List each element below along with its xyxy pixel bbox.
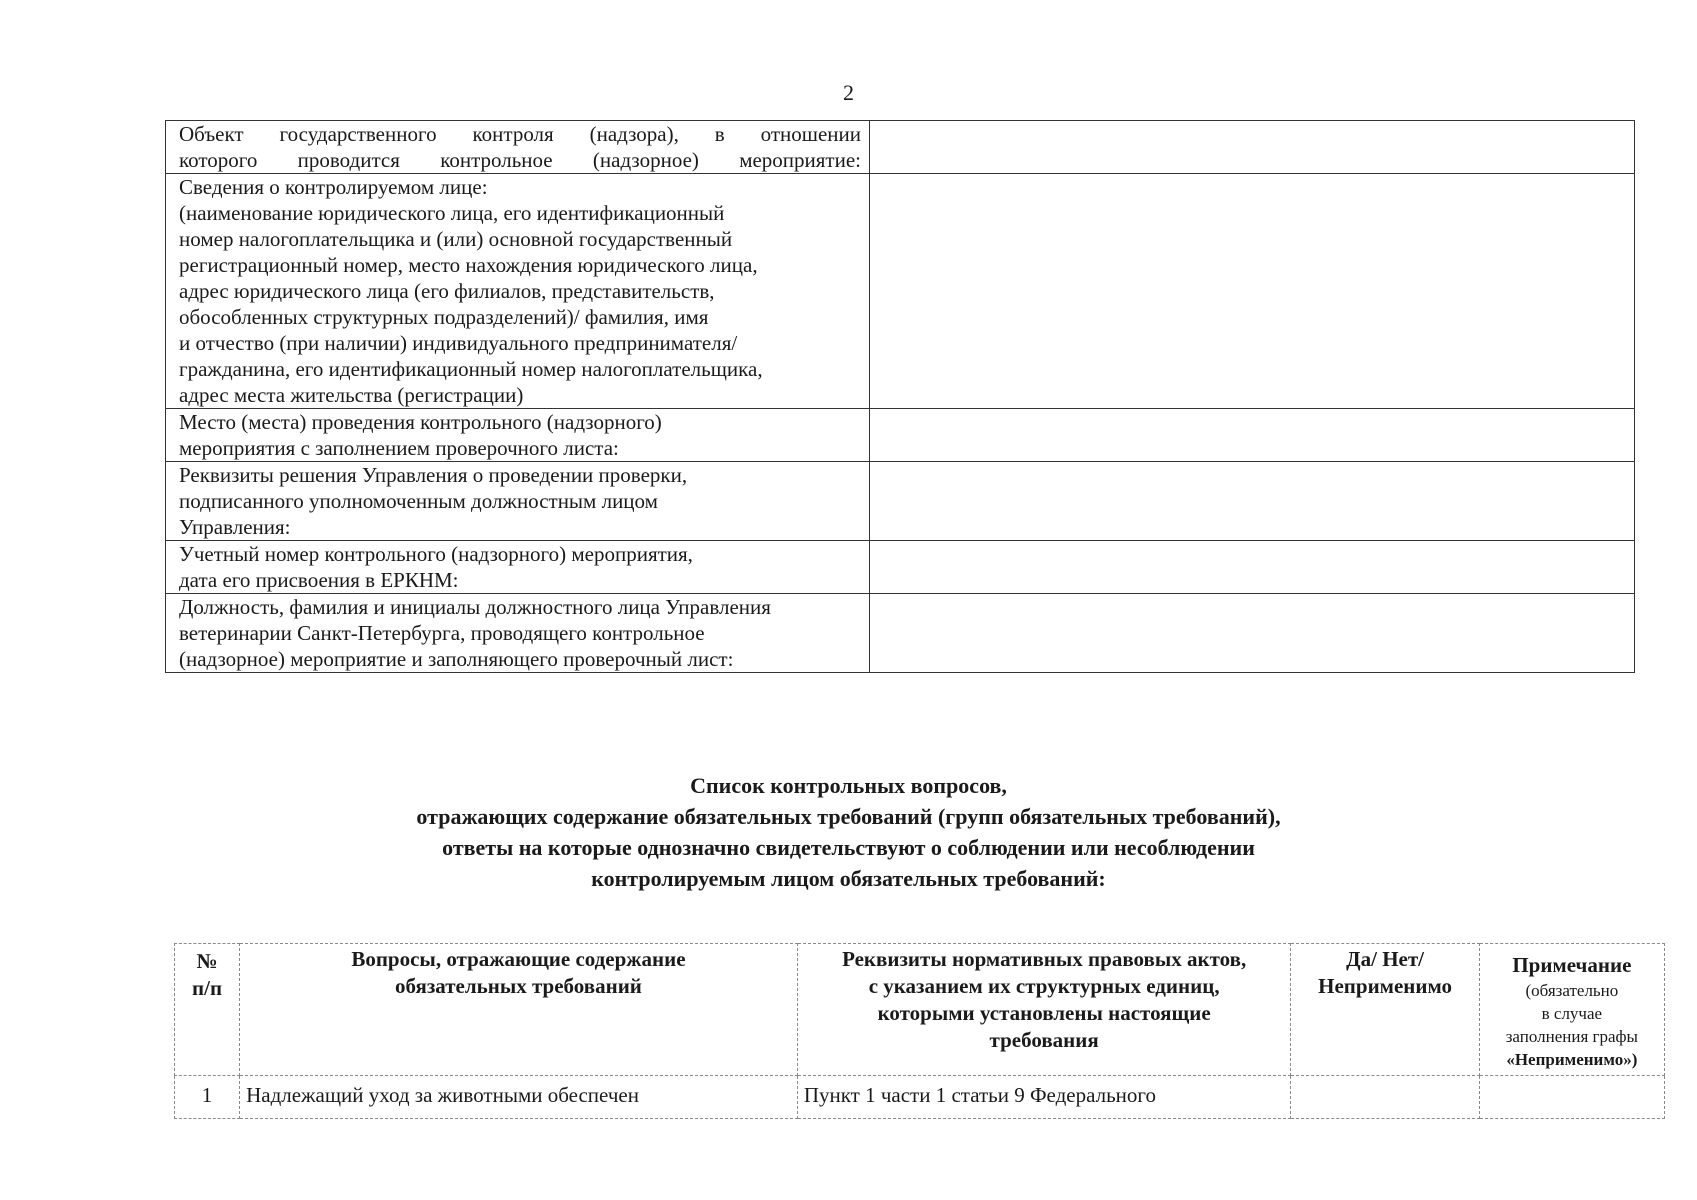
table-row bbox=[175, 1076, 1665, 1119]
header-question: Вопросы, отражающие содержание обязательных требований bbox=[240, 944, 798, 1076]
info-value-object[interactable] bbox=[870, 121, 1635, 174]
info-label-controlled-person bbox=[166, 174, 870, 409]
info-label-text: Объект государственного контроля (надзора), в отношении которого проводится контрольное (надзорное) мероприятие: bbox=[179, 122, 862, 172]
answer-cell[interactable] bbox=[1291, 1076, 1479, 1119]
info-label-object bbox=[166, 121, 870, 174]
info-label-location bbox=[166, 409, 870, 462]
question-requisites: Пункт 1 части 1 статьи 9 Федерального bbox=[797, 1076, 1291, 1119]
info-value-controlled-person[interactable] bbox=[870, 174, 1635, 409]
question-text: Надлежащий уход за животными обеспечен bbox=[240, 1076, 798, 1119]
info-label-text: Место (места) проведения контрольного (надзорного) мероприятия с заполнением проверочного листа: bbox=[179, 410, 662, 460]
info-label-text: Реквизиты решения Управления о проведении проверки, подписанного уполномоченным должностным лицом Управления: bbox=[179, 463, 688, 539]
info-label-registration-number bbox=[166, 541, 870, 594]
header-note-not-applicable: «Неприменимо») bbox=[1506, 1050, 1638, 1069]
info-row-object bbox=[166, 121, 1635, 174]
info-value-registration-number[interactable] bbox=[870, 541, 1635, 594]
control-object-info-table bbox=[165, 120, 1635, 673]
questions-header-row bbox=[175, 944, 1665, 1076]
info-label-official bbox=[166, 594, 870, 673]
note-cell[interactable] bbox=[1479, 1076, 1664, 1119]
info-row-official bbox=[166, 594, 1635, 673]
info-label-text: Учетный номер контрольного (надзорного) мероприятия, дата его присвоения в ЕРКНМ: bbox=[179, 542, 693, 592]
control-questions-heading bbox=[0, 770, 1697, 894]
header-requisites: Реквизиты нормативных правовых актов, с указанием их структурных единиц, которыми установлены настоящие требования bbox=[797, 944, 1291, 1076]
info-value-official[interactable] bbox=[870, 594, 1635, 673]
question-number: 1 bbox=[175, 1076, 240, 1119]
heading-line: Список контрольных вопросов, bbox=[690, 773, 1007, 798]
info-value-location[interactable] bbox=[870, 409, 1635, 462]
info-row-controlled-person bbox=[166, 174, 1635, 409]
info-row-registration-number bbox=[166, 541, 1635, 594]
heading-line: ответы на которые однозначно свидетельствуют о соблюдении или несоблюдении bbox=[442, 835, 1255, 860]
info-label-text: Сведения о контролируемом лице: (наименование юридического лица, его идентификационный номер налогоплательщика и (или) основной государственный регистрационный номер, место нахождения юридического лица, адрес юридического лица (его филиалов, представительств, обособленных структурных подразделений)/ фамилия, имя и отчество (при наличии) индивидуального предпринимателя/ гражданина, его идентификационный номер налогоплательщика, адрес места жительства (регистрации) bbox=[179, 175, 763, 407]
control-questions-table bbox=[174, 943, 1665, 1119]
header-note-subtitle: (обязательно в случае заполнения графы bbox=[1505, 981, 1638, 1046]
info-row-location bbox=[166, 409, 1635, 462]
header-note bbox=[1479, 944, 1664, 1076]
info-label-text: Должность, фамилия и инициалы должностного лица Управления ветеринарии Санкт-Петербурга, проводящего контрольное (надзорное) мероприятие и заполняющего проверочный лист: bbox=[179, 595, 771, 671]
info-row-decision bbox=[166, 462, 1635, 541]
info-label-decision bbox=[166, 462, 870, 541]
header-answer: Да/ Нет/ Неприменимо bbox=[1291, 944, 1479, 1076]
info-value-decision[interactable] bbox=[870, 462, 1635, 541]
header-number: № п/п bbox=[175, 944, 240, 1076]
heading-line: контролируемым лицом обязательных требований: bbox=[591, 866, 1106, 891]
heading-line: отражающих содержание обязательных требований (групп обязательных требований), bbox=[416, 804, 1281, 829]
page-number: 2 bbox=[843, 80, 854, 105]
header-note-title: Примечание bbox=[1512, 953, 1632, 977]
